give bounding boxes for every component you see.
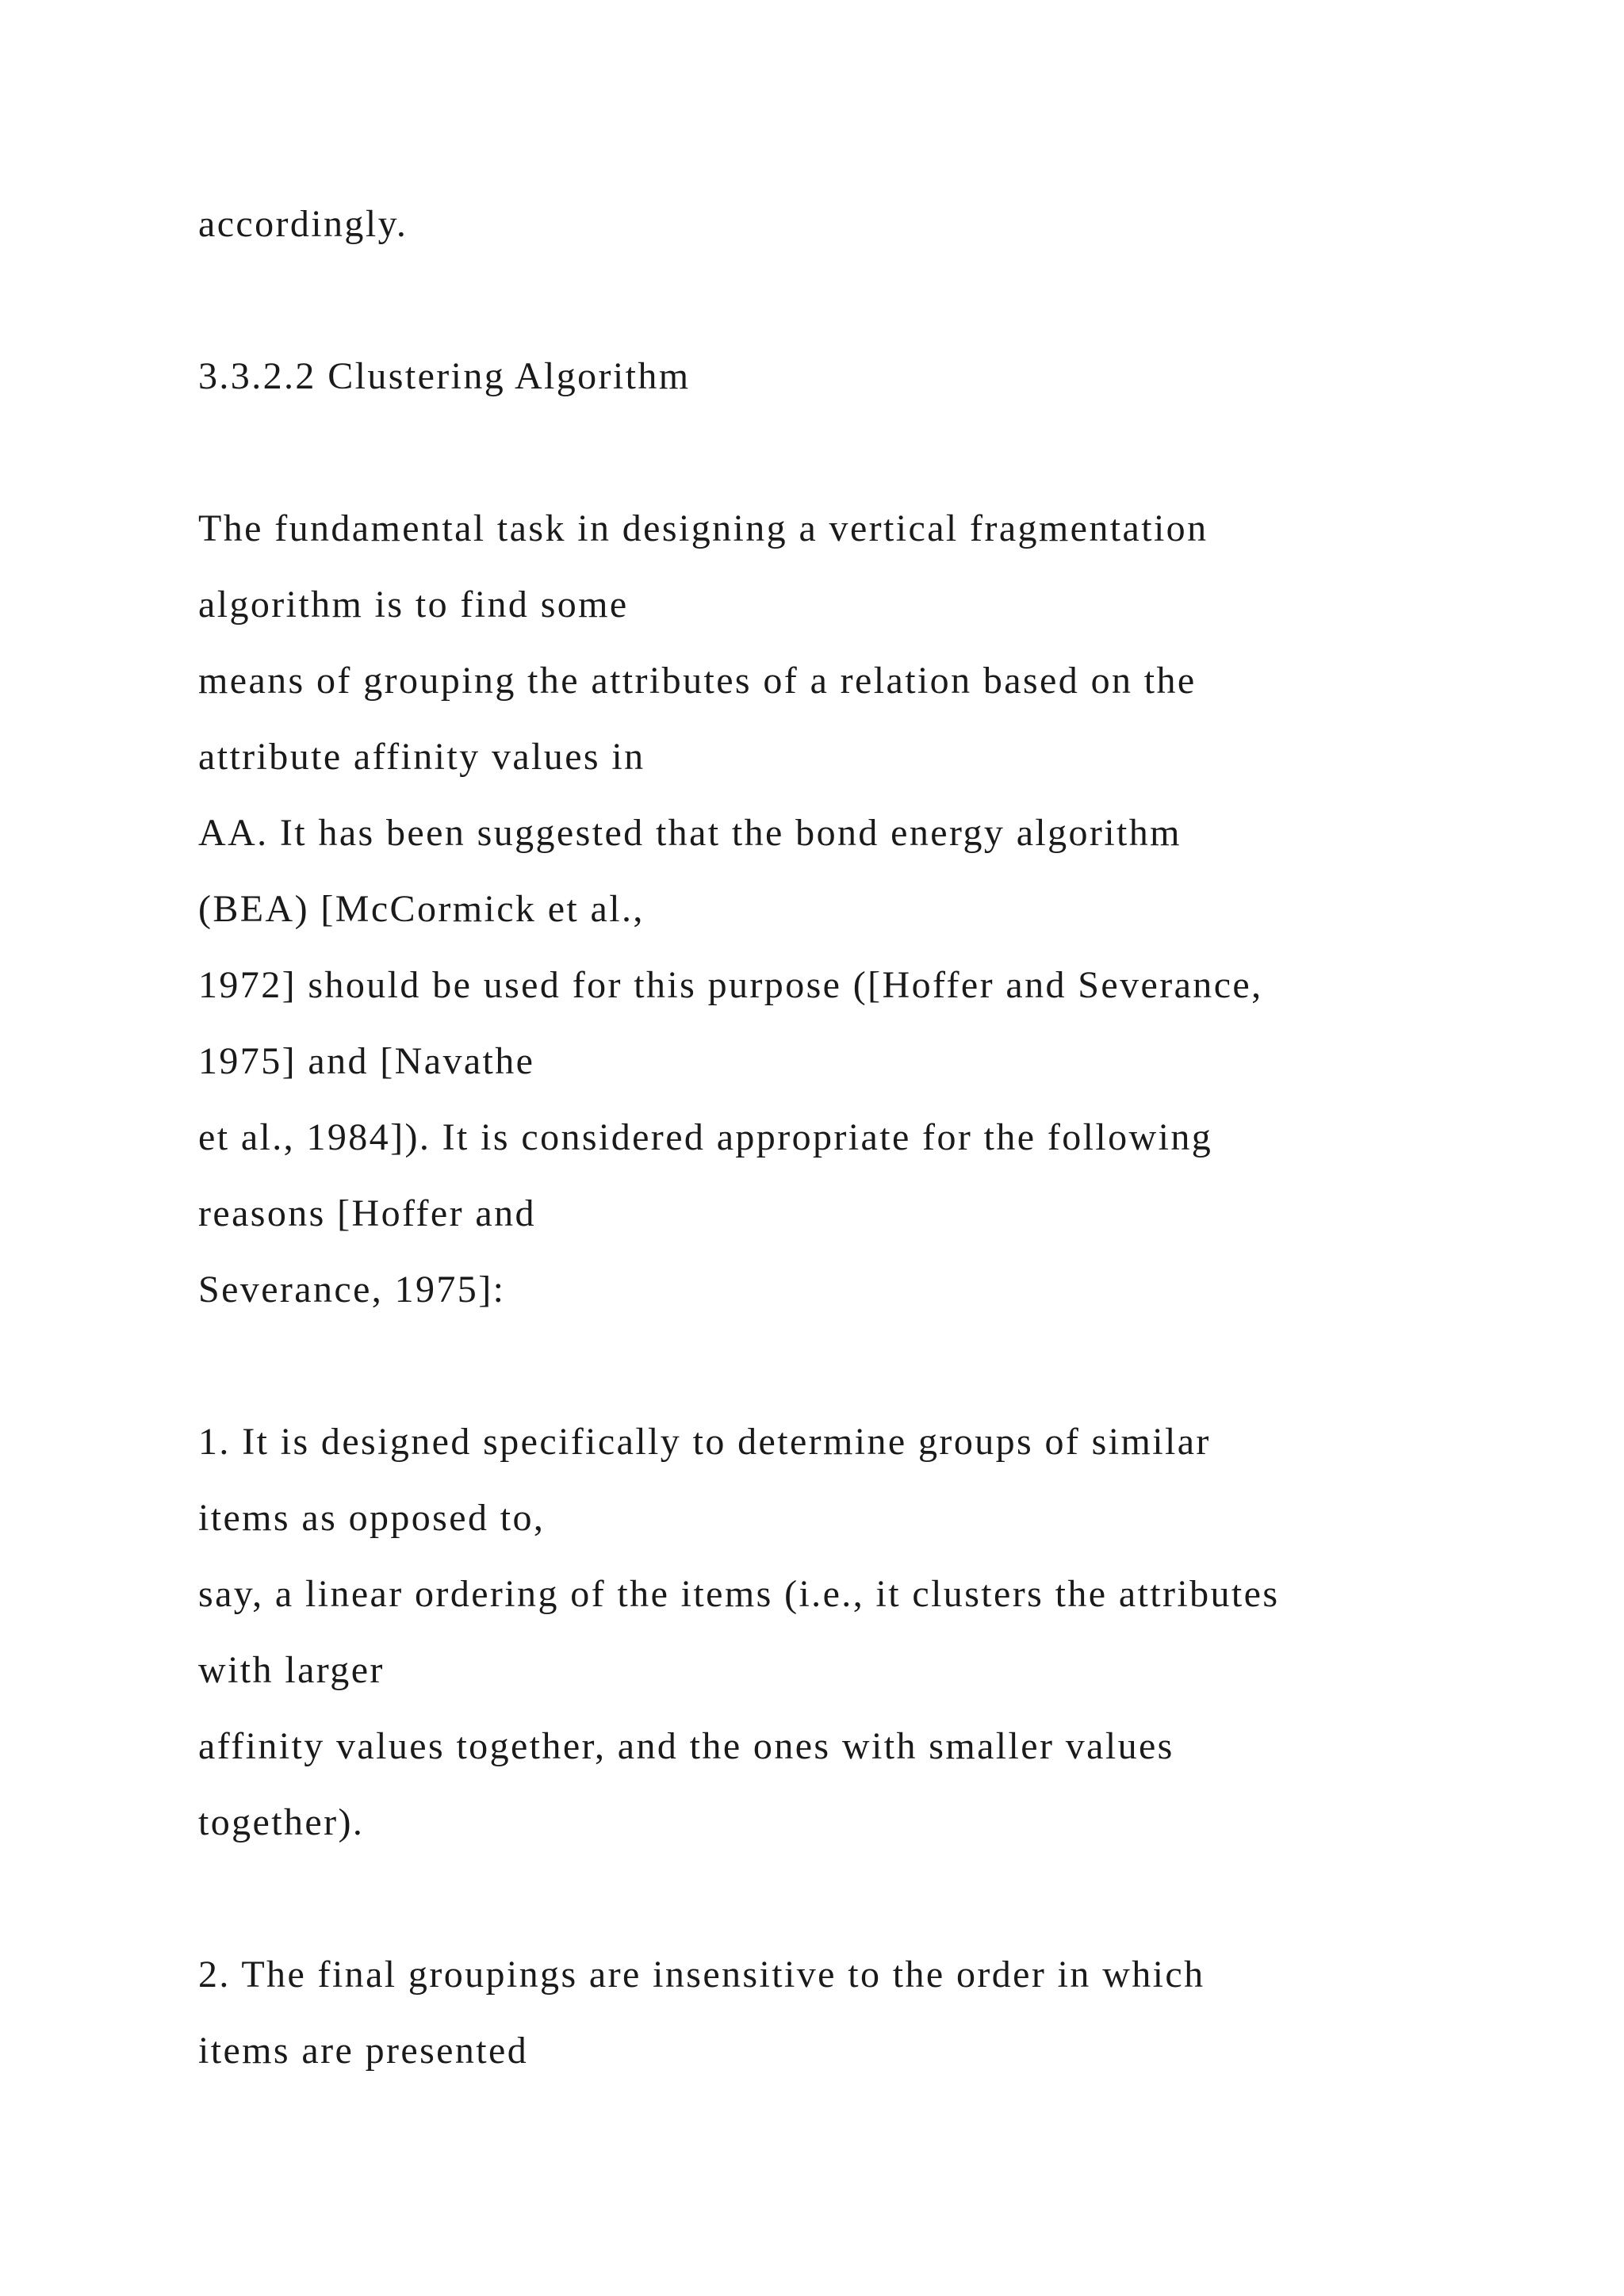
list-item-line: say, a linear ordering of the items (i.e., it clusters the attributes (198, 1573, 1280, 1615)
text-line: Severance, 1975]: (198, 1269, 506, 1311)
text-line: 1975] and [Navathe (198, 1040, 535, 1082)
text-line: AA. It has been suggested that the bond energy algorithm (198, 812, 1182, 854)
list-item-line: affinity values together, and the ones with smaller values (198, 1725, 1174, 1767)
list-item-line: items as opposed to, (198, 1497, 546, 1539)
text-line: algorithm is to find some (198, 584, 629, 626)
list-item-line: together). (198, 1801, 365, 1843)
paragraph-gap (198, 415, 1546, 491)
text-line: et al., 1984]). It is considered appropriate for the following (198, 1116, 1213, 1158)
paragraph-gap (198, 1328, 1546, 1404)
paragraph-gap (198, 262, 1546, 339)
text-line: The fundamental task in designing a vertical fragmentation (198, 507, 1208, 549)
paragraph-gap (198, 1861, 1546, 1937)
text-line: means of grouping the attributes of a relation based on the (198, 660, 1197, 702)
text-line: (BEA) [McCormick et al., (198, 888, 645, 930)
text-line: accordingly. (198, 203, 408, 245)
document-body (198, 186, 1546, 2089)
text-line: attribute affinity values in (198, 736, 645, 778)
list-item-line: items are presented (198, 2030, 529, 2072)
section-heading: 3.3.2.2 Clustering Algorithm (198, 355, 691, 397)
list-item-line: 1. It is designed specifically to determine groups of similar (198, 1421, 1211, 1463)
text-line: 1972] should be used for this purpose ([Hoffer and Severance, (198, 964, 1263, 1006)
text-line: reasons [Hoffer and (198, 1192, 536, 1234)
list-item-line: 2. The final groupings are insensitive to the order in which (198, 1954, 1205, 1996)
list-item-line: with larger (198, 1649, 385, 1691)
